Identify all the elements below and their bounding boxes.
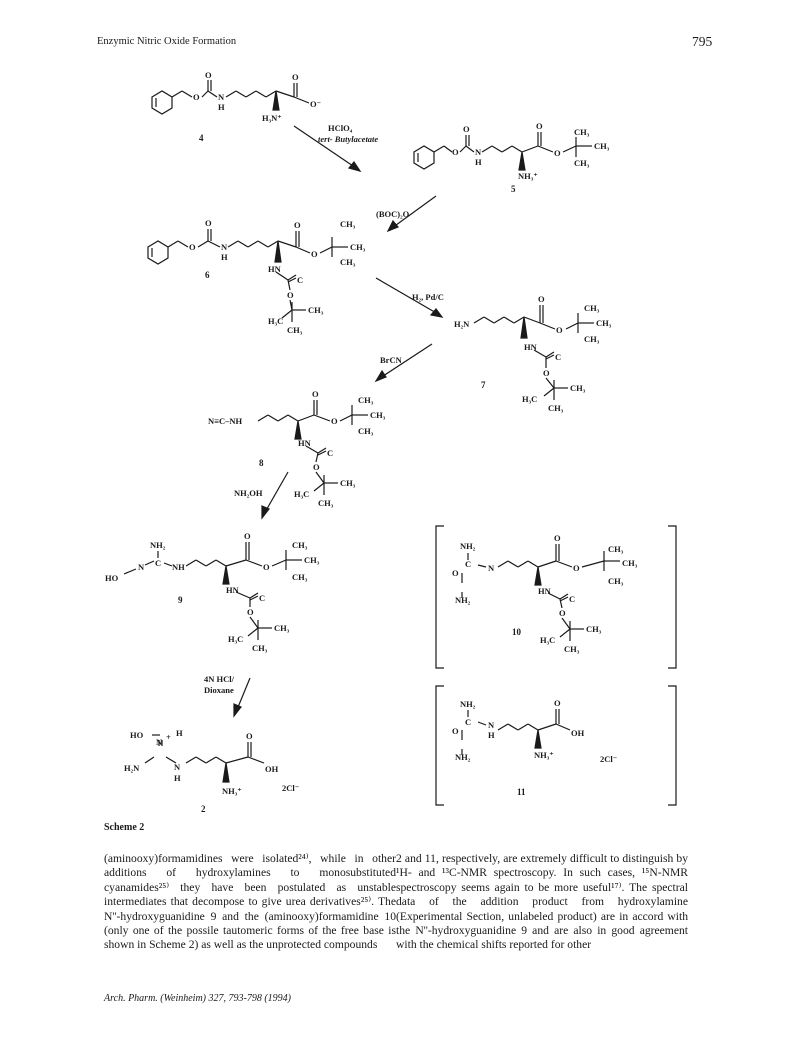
atom-label: NH₂ xyxy=(460,541,476,551)
atom-label: CH₃ xyxy=(292,572,308,582)
atom-label: O xyxy=(559,608,566,618)
atom-label: CH₃ xyxy=(308,305,324,315)
atom-label: H₃C xyxy=(522,394,538,404)
atom-label: CH₃ xyxy=(318,498,334,508)
body-paragraph: 2 and 11, respectively, are extremely difficult to distinguish by ¹H- and ¹³C-NMR spectroscopy. In such cases, ¹⁵N-NMR spectroscopy seems again to be more useful¹⁷⁾. The spectral data of the addition product from hydroxylamine (Experimental Section, unlabeled product) are in accord with the N''-hydroxyguanidine 9 and are also in good agreement with the chemical shifts reported for other xyxy=(396,852,688,952)
atom-label: HN xyxy=(538,586,551,596)
reagent-h2-pdc: H₂, Pd/C xyxy=(412,292,444,302)
atom-label: + xyxy=(166,732,171,742)
atom-label: C xyxy=(259,593,266,603)
atom-label: HN xyxy=(298,438,311,448)
atom-label: CH₃ xyxy=(574,158,590,168)
atom-label: O xyxy=(452,147,459,157)
atom-label: HN xyxy=(524,342,537,352)
atom-label: O xyxy=(205,218,212,228)
atom-label: C xyxy=(465,717,472,727)
atom-label: CH₃ xyxy=(574,127,590,137)
compound-label-5: 5 xyxy=(511,184,516,194)
atom-label: CH₃ xyxy=(350,242,366,252)
atom-label: CH₃ xyxy=(252,643,268,653)
atom-label: CH₃ xyxy=(340,219,356,229)
atom-label: CH₃ xyxy=(358,426,374,436)
atom-label: O xyxy=(536,121,543,131)
atom-label: N xyxy=(475,147,482,157)
atom-label: O xyxy=(452,726,459,736)
atom-label: H₂N xyxy=(454,319,470,329)
atom-label: C xyxy=(465,559,472,569)
atom-label: O xyxy=(311,249,318,259)
atom-label: H xyxy=(218,102,225,112)
atom-label: O xyxy=(189,242,196,252)
reagent-dioxane: Dioxane xyxy=(204,685,234,695)
atom-label: N xyxy=(488,720,495,730)
atom-label: N xyxy=(174,762,181,772)
atom-label: C xyxy=(327,448,334,458)
reagent-nh2oh: NH₂OH xyxy=(234,488,263,498)
atom-label: CH₃ xyxy=(608,544,624,554)
atom-label: O xyxy=(554,148,561,158)
atom-label: H₃C xyxy=(540,635,556,645)
atom-label: NH₃⁺ xyxy=(534,750,554,760)
body-paragraph: (aminooxy)formamidines were isolated²⁴⁾, while in other additions of hydroxylamines to monosubstituted cyanamides²⁵⁾ they have been postulated as unstable intermediates that decompose to give urea derivatives²⁵⁾. The N''-hydroxyguanidine 9 and the (aminooxy)formamidine 10 (only one of the possile tautomeric forms of the free base is shown in Scheme 2) as well as the unprotected compounds xyxy=(104,852,396,952)
atom-label: CH₃ xyxy=(340,478,356,488)
atom-label: HN xyxy=(268,264,281,274)
atom-label: NH₂ xyxy=(455,752,471,762)
atom-label: O xyxy=(554,533,561,543)
compound-label-8: 8 xyxy=(259,458,264,468)
reagent-brcn: BrCN xyxy=(380,355,402,365)
atom-label: NH₃⁺ xyxy=(518,171,538,181)
atom-label: CH₃ xyxy=(596,318,612,328)
scheme-caption: Scheme 2 xyxy=(104,822,145,833)
atom-label: O xyxy=(554,698,561,708)
compound-label-9: 9 xyxy=(178,595,183,605)
atom-label: CH₃ xyxy=(358,395,374,405)
atom-label: HO xyxy=(105,573,119,583)
body-text-right xyxy=(396,852,688,953)
atom-label: NH xyxy=(172,562,185,572)
atom-label: O xyxy=(193,92,200,102)
atom-label: O xyxy=(244,531,251,541)
atom-label: O xyxy=(313,462,320,472)
atom-label: O xyxy=(287,290,294,300)
atom-label: CH₃ xyxy=(292,540,308,550)
reagent-tert-butylacetate: tert- Butylacetate xyxy=(318,134,379,144)
atom-label: O xyxy=(247,607,254,617)
atom-label: O xyxy=(292,72,299,82)
atom-label: CH₃ xyxy=(584,334,600,344)
atom-label: O xyxy=(205,70,212,80)
atom-label: H xyxy=(176,728,183,738)
atom-label: OH xyxy=(571,728,585,738)
atom-label: H xyxy=(475,157,482,167)
compound-label-10: 10 xyxy=(512,627,521,637)
atom-label: N xyxy=(488,563,495,573)
atom-label: H xyxy=(221,252,228,262)
atom-label: O⁻ xyxy=(310,99,322,109)
atom-label: N xyxy=(156,737,163,747)
atom-label: O xyxy=(543,368,550,378)
atom-label: CH₃ xyxy=(304,555,320,565)
atom-label: 2Cl⁻ xyxy=(600,754,618,764)
atom-label: HO xyxy=(130,730,144,740)
atom-label: C xyxy=(155,558,162,568)
atom-label: CH₃ xyxy=(584,303,600,313)
atom-label: NH₂ xyxy=(460,699,476,709)
atom-label: O xyxy=(246,731,253,741)
reagent-boc2o: (BOC)₂O xyxy=(376,209,410,219)
reagent-hcl: 4N HCl/ xyxy=(204,674,234,684)
atom-label: H₃N⁺ xyxy=(262,113,282,123)
atom-label: NH₂ xyxy=(455,595,471,605)
atom-label: H₃C xyxy=(268,316,284,326)
atom-label: H xyxy=(488,730,495,740)
atom-label: N≡C–NH xyxy=(208,416,243,426)
atom-label: O xyxy=(538,294,545,304)
journal-footer: Arch. Pharm. (Weinheim) 327, 793-798 (1994) xyxy=(104,993,292,1004)
atom-label: O xyxy=(312,389,319,399)
atom-label: HN xyxy=(226,585,239,595)
atom-label: N xyxy=(138,562,145,572)
atom-label: CH₃ xyxy=(340,257,356,267)
compound-label-7: 7 xyxy=(481,380,486,390)
atom-label: CH₃ xyxy=(570,383,586,393)
atom-label: CH₃ xyxy=(586,624,602,634)
atom-label: N xyxy=(218,92,225,102)
atom-label: CH₃ xyxy=(564,644,580,654)
atom-label: C xyxy=(569,594,576,604)
atom-label: CH₃ xyxy=(274,623,290,633)
reagent-hclo4: HClO₄ xyxy=(328,123,353,133)
atom-label: CH₃ xyxy=(594,141,610,151)
atom-label: CH₃ xyxy=(370,410,386,420)
atom-label: O xyxy=(331,416,338,426)
body-text-left xyxy=(104,852,396,953)
page-number: 795 xyxy=(692,34,713,49)
atom-label: OH xyxy=(265,764,279,774)
running-title: Enzymic Nitric Oxide Formation xyxy=(97,36,237,47)
atom-label: C xyxy=(555,352,562,362)
compound-label-6: 6 xyxy=(205,270,210,280)
atom-label: CH₃ xyxy=(608,576,624,586)
atom-label: O xyxy=(452,568,459,578)
atom-label: O xyxy=(294,220,301,230)
atom-label: 2Cl⁻ xyxy=(282,783,300,793)
atom-label: NH₃⁺ xyxy=(222,786,242,796)
atom-label: H₃C xyxy=(228,634,244,644)
atom-label: CH₃ xyxy=(287,325,303,335)
atom-label: O xyxy=(573,563,580,573)
atom-label: C xyxy=(297,275,304,285)
compound-label-2: 2 xyxy=(201,804,206,814)
atom-label: N xyxy=(221,242,228,252)
compound-label-11: 11 xyxy=(517,787,526,797)
atom-label: O xyxy=(556,325,563,335)
atom-label: O xyxy=(263,562,270,572)
atom-label: H₃C xyxy=(294,489,310,499)
compound-label-4: 4 xyxy=(199,133,204,143)
atom-label: CH₃ xyxy=(548,403,564,413)
atom-label: H₂N xyxy=(124,763,140,773)
atom-label: NH₂ xyxy=(150,540,166,550)
atom-label: O xyxy=(463,124,470,134)
atom-label: CH₃ xyxy=(622,558,638,568)
atom-label: H xyxy=(174,773,181,783)
